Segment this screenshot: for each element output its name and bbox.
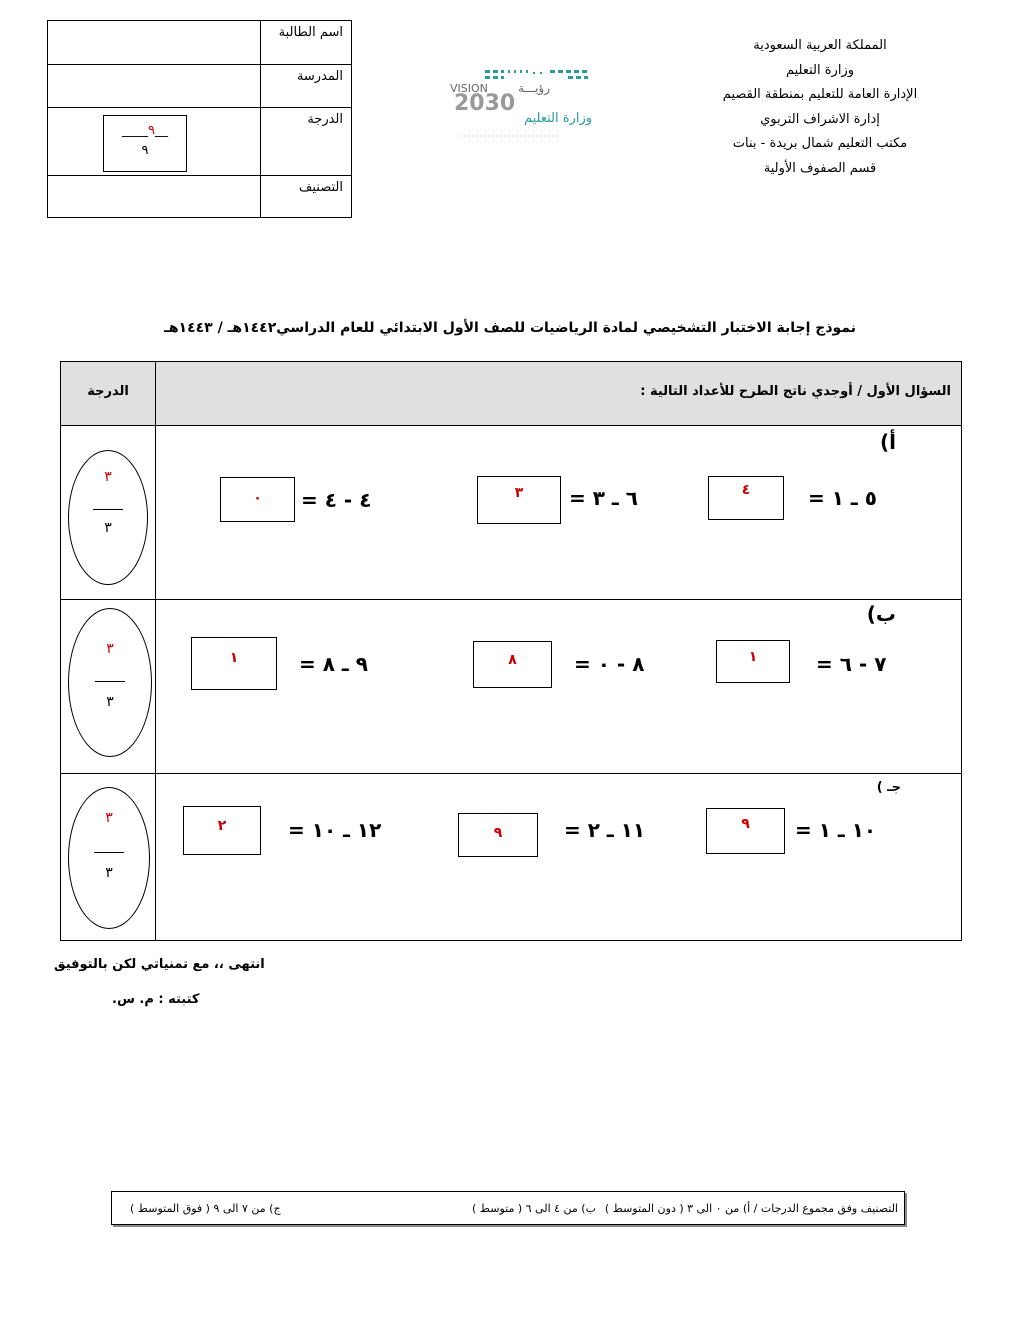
- grade-total: ٩: [141, 143, 149, 158]
- classification-field[interactable]: [48, 176, 261, 218]
- student-info-table: [47, 20, 352, 218]
- header-line: الإدارة العامة للتعليم بمنطقة القصيم: [722, 87, 918, 102]
- section-a-label: أ): [880, 430, 896, 454]
- answer-box[interactable]: ١: [191, 637, 277, 690]
- answer-box[interactable]: ٢: [183, 806, 261, 855]
- equation: ٤ - ٤ =: [301, 488, 372, 512]
- grade-score-box: [103, 115, 187, 172]
- vision-2030-logo: [440, 62, 600, 142]
- school-field[interactable]: [48, 65, 261, 108]
- answer-box[interactable]: ١: [716, 640, 790, 683]
- section-b-label: ب): [866, 602, 896, 626]
- section-c-label: جـ ): [876, 780, 901, 795]
- svg-text:رؤيـــة: رؤيـــة: [518, 81, 550, 95]
- grade-header: الدرجة: [87, 384, 129, 399]
- student-name-field[interactable]: [48, 21, 261, 65]
- ministry-header: [690, 34, 950, 181]
- grade-field: [48, 108, 261, 176]
- answer-box[interactable]: ٩: [706, 808, 785, 854]
- classification-label: التصنيف: [261, 176, 352, 218]
- section-b-score: ٣ ٣: [68, 608, 152, 757]
- equation: ٦ ـ ٣ =: [569, 486, 638, 510]
- equation: ٨ - ٠ =: [574, 652, 645, 676]
- header-line: قسم الصفوف الأولية: [763, 160, 877, 176]
- header-line: وزارة التعليم: [785, 62, 855, 78]
- classification-footer: [111, 1191, 905, 1225]
- question-table: [60, 361, 962, 941]
- footer-c: ج) من ٧ الى ٩ ( فوق المتوسط ): [130, 1202, 281, 1215]
- answer-box[interactable]: ٣: [477, 476, 561, 524]
- row-divider: [61, 773, 961, 774]
- page-title: نموذج إجابة الاختبار التشخيصي لمادة الرياضيات للصف الأول الابتدائي للعام الدراسي١٤٤٢هـ / ١٤٤٣هـ: [164, 320, 856, 336]
- equation: ٩ ـ ٨ =: [299, 652, 368, 676]
- author-note: كتبته : م. س.: [112, 992, 200, 1007]
- footer-intro: التصنيف وفق مجموع الدرجات / أ) من ٠ الى ٣ ( دون المتوسط ): [604, 1202, 898, 1215]
- student-name-label: اسم الطالبة: [261, 21, 352, 65]
- svg-text:VISION: VISION: [450, 82, 488, 95]
- question-header: السؤال الأول / أوجدي ناتج الطرح للأعداد التالية :: [640, 384, 951, 399]
- equation: ١٢ ـ ١٠ =: [288, 818, 382, 842]
- svg-text:2030: 2030: [454, 91, 516, 116]
- grade-score-line: ____٩__: [122, 123, 168, 138]
- answer-box[interactable]: ٠: [220, 477, 295, 522]
- svg-text:وزارة التعليم: وزارة التعليم: [523, 111, 593, 126]
- section-a-score: ٣ ٣: [68, 450, 148, 585]
- equation: ١٠ ـ ١ =: [795, 818, 877, 842]
- row-divider: [61, 599, 961, 600]
- answer-box[interactable]: ٩: [458, 813, 538, 857]
- answer-box[interactable]: ٤: [708, 476, 784, 520]
- footer-b: ب) من ٤ الى ٦ ( متوسط ): [472, 1202, 596, 1215]
- grade-label: الدرجة: [261, 108, 352, 176]
- column-divider: [155, 362, 156, 940]
- header-line: مكتب التعليم شمال بريدة - بنات: [732, 136, 908, 151]
- equation: ٧ - ٦ =: [816, 652, 887, 676]
- header-line: المملكة العربية السعودية: [753, 38, 887, 53]
- closing-note: انتهى ،، مع تمنياتي لكن بالتوفيق: [54, 957, 265, 972]
- header-line: إدارة الاشراف التربوي: [760, 111, 880, 127]
- equation: ٥ ـ ١ =: [808, 486, 877, 510]
- equation: ١١ ـ ٢ =: [564, 818, 646, 842]
- school-label: المدرسة: [261, 65, 352, 108]
- section-c-score: ٣ ٣: [68, 787, 150, 929]
- answer-box[interactable]: ٨: [473, 641, 552, 688]
